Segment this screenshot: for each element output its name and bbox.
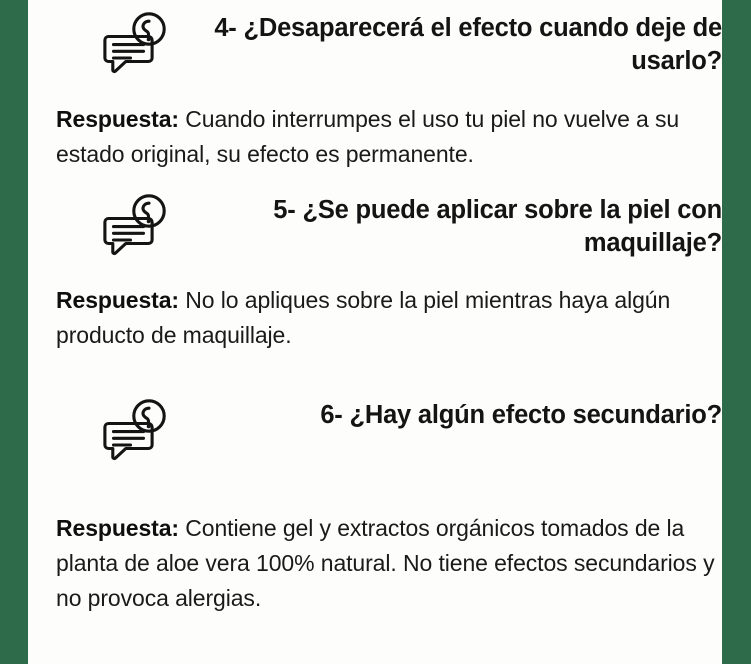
- faq-item-4: [56, 0, 724, 172]
- chat-question-icon: [56, 12, 152, 78]
- faq-item-5: [56, 172, 724, 353]
- faq-answer: [56, 283, 724, 353]
- faq-question-text: 6- ¿Hay algún efecto secundario?: [320, 400, 722, 429]
- faq-question-text: 5- ¿Se puede aplicar sobre la piel con maquillaje?: [273, 195, 722, 257]
- chat-question-icon: [56, 399, 152, 465]
- faq-item-6: [56, 353, 724, 616]
- faq-question-row: [56, 12, 724, 78]
- answer-text: Contiene gel y extractos orgánicos tomados de la planta de aloe vera 100% natural. No tiene efectos secundarios y no provoca alergias.: [56, 514, 715, 611]
- answer-lead-label: Respuesta:: [56, 286, 179, 313]
- answer-lead-label: Respuesta:: [56, 514, 179, 541]
- faq-question-row: [56, 399, 724, 465]
- answer-text: No lo apliques sobre la piel mientras haya algún producto de maquillaje.: [56, 286, 671, 348]
- faq-list: [56, 0, 724, 616]
- faq-question-row: [56, 194, 724, 260]
- answer-lead-label: Respuesta:: [56, 106, 179, 132]
- answer-text: Cuando interrumpes el uso tu piel no vuelve a su estado original, su efecto es permanente.: [56, 106, 680, 167]
- faq-question-text: 4- ¿Desaparecerá el efecto cuando deje de usarlo?: [214, 14, 722, 75]
- faq-answer: [56, 102, 724, 172]
- content-sheet: [28, 0, 722, 664]
- chat-question-icon: [56, 194, 152, 260]
- faq-answer: [56, 511, 724, 616]
